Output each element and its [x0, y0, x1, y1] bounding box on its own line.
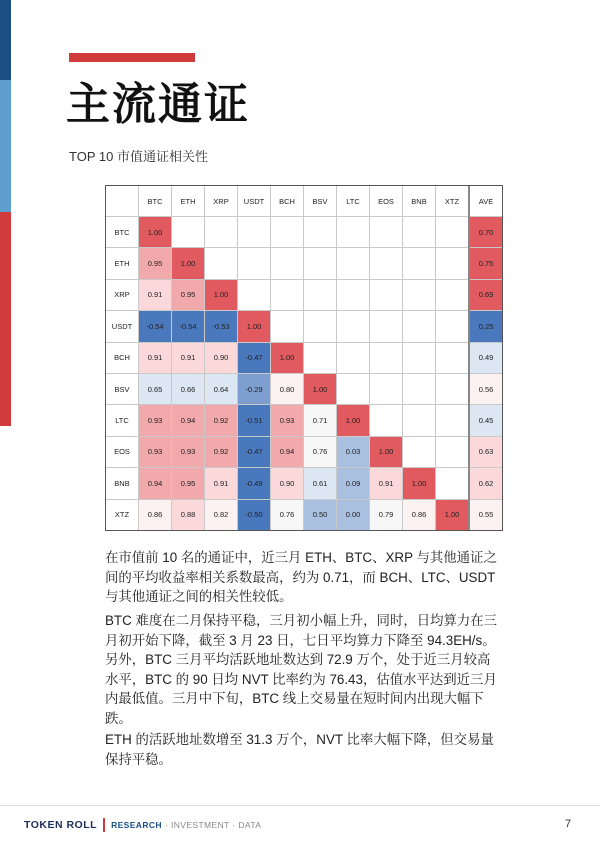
matrix-cell: 1.00 — [337, 405, 370, 436]
matrix-cell — [436, 342, 470, 373]
matrix-row-bnb — [106, 468, 503, 499]
title-accent-bar — [69, 53, 195, 62]
matrix-cell — [436, 373, 470, 404]
paragraph-2-text: BTC 难度在二月保持平稳，三月初小幅上升，同时，日均算力在三月初开始下降，截至 3 月 23 日，七日平均算力下降至 94.3EH/s。另外，BTC 三月平均活跃地址数达到 72.9 万个，处于近三月较高水平，BTC 的 90 日均 NVT 比率约为 76.43，估值水平达到近三月内最低值。三月中下旬，BTC 线上交易量在短时间内出现大幅下跌。 — [105, 613, 498, 726]
matrix-corner-cell — [106, 186, 139, 217]
correlation-matrix — [105, 185, 503, 531]
matrix-cell: -0.29 — [238, 373, 271, 404]
matrix-row-btc — [106, 217, 503, 248]
row-header-eos: EOS — [106, 436, 139, 467]
matrix-cell — [271, 311, 304, 342]
matrix-cell: 1.00 — [238, 311, 271, 342]
side-accent-bar-dark — [0, 0, 11, 80]
matrix-row-usdt — [106, 311, 503, 342]
matrix-cell — [436, 468, 470, 499]
matrix-cell — [436, 405, 470, 436]
matrix-cell — [238, 279, 271, 310]
matrix-cell: 1.00 — [436, 499, 470, 530]
row-header-bnb: BNB — [106, 468, 139, 499]
matrix-cell: 0.86 — [403, 499, 436, 530]
row-header-bsv: BSV — [106, 373, 139, 404]
footer-research-tag: RESEARCH — [111, 820, 162, 830]
footer-separator — [103, 818, 105, 832]
matrix-cell — [271, 217, 304, 248]
matrix-cell: -0.47 — [238, 342, 271, 373]
matrix-cell — [370, 342, 403, 373]
matrix-cell — [403, 248, 436, 279]
matrix-cell: 0.90 — [205, 342, 238, 373]
paragraph-3-text: ETH 的活跃地址数增至 31.3 万个，NVT 比率大幅下降，但交易量保持平稳。 — [105, 732, 494, 767]
matrix-row-bch — [106, 342, 503, 373]
side-accent-bar-red — [0, 212, 11, 426]
matrix-cell — [370, 248, 403, 279]
matrix-ave-cell: 0.75 — [469, 248, 503, 279]
matrix-cell — [337, 248, 370, 279]
matrix-ave-cell: 0.69 — [469, 279, 503, 310]
matrix-cell — [370, 279, 403, 310]
matrix-cell — [403, 311, 436, 342]
matrix-row-bsv — [106, 373, 503, 404]
matrix-cell: -0.54 — [172, 311, 205, 342]
matrix-cell — [370, 405, 403, 436]
page-number: 7 — [565, 818, 572, 830]
row-header-usdt: USDT — [106, 311, 139, 342]
matrix-cell: 1.00 — [139, 217, 172, 248]
column-header-btc: BTC — [139, 186, 172, 217]
matrix-cell: 0.82 — [205, 499, 238, 530]
matrix-cell: 0.09 — [337, 468, 370, 499]
matrix-cell — [436, 248, 470, 279]
matrix-ave-cell: 0.49 — [469, 342, 503, 373]
matrix-cell: -0.47 — [238, 436, 271, 467]
matrix-cell: 0.95 — [172, 468, 205, 499]
row-header-ltc: LTC — [106, 405, 139, 436]
matrix-cell: 0.91 — [370, 468, 403, 499]
matrix-cell — [205, 217, 238, 248]
matrix-cell — [436, 279, 470, 310]
matrix-ave-cell: 0.56 — [469, 373, 503, 404]
matrix-cell: 0.93 — [139, 405, 172, 436]
matrix-cell: 1.00 — [271, 342, 304, 373]
matrix-cell — [337, 311, 370, 342]
matrix-cell — [238, 248, 271, 279]
paragraph-1 — [105, 548, 500, 607]
matrix-cell: 0.91 — [139, 279, 172, 310]
matrix-cell: 0.91 — [205, 468, 238, 499]
matrix-cell — [304, 248, 337, 279]
correlation-table — [105, 185, 503, 531]
matrix-cell — [304, 217, 337, 248]
matrix-ave-cell: 0.70 — [469, 217, 503, 248]
matrix-cell — [403, 405, 436, 436]
matrix-cell: 0.71 — [304, 405, 337, 436]
matrix-cell: 0.93 — [271, 405, 304, 436]
matrix-cell: 0.79 — [370, 499, 403, 530]
matrix-cell: 0.94 — [139, 468, 172, 499]
matrix-cell — [304, 342, 337, 373]
matrix-cell — [403, 217, 436, 248]
matrix-cell: 1.00 — [172, 248, 205, 279]
matrix-cell: -0.53 — [205, 311, 238, 342]
matrix-cell: -0.50 — [238, 499, 271, 530]
matrix-row-xtz — [106, 499, 503, 530]
matrix-cell: 0.90 — [271, 468, 304, 499]
matrix-cell: 0.88 — [172, 499, 205, 530]
matrix-cell: 0.76 — [304, 436, 337, 467]
column-header-ltc: LTC — [337, 186, 370, 217]
matrix-cell — [370, 311, 403, 342]
matrix-ave-cell: 0.62 — [469, 468, 503, 499]
matrix-cell: 1.00 — [304, 373, 337, 404]
matrix-cell — [337, 217, 370, 248]
matrix-cell: 0.95 — [172, 279, 205, 310]
page-title: 主流通证 — [66, 79, 250, 130]
matrix-ave-cell: 0.25 — [469, 311, 503, 342]
matrix-cell — [238, 217, 271, 248]
column-header-bsv: BSV — [304, 186, 337, 217]
column-header-usdt: USDT — [238, 186, 271, 217]
matrix-cell: 0.94 — [172, 405, 205, 436]
matrix-cell — [403, 436, 436, 467]
column-header-eth: ETH — [172, 186, 205, 217]
matrix-cell: 1.00 — [403, 468, 436, 499]
matrix-cell — [205, 248, 238, 279]
matrix-cell: 0.95 — [139, 248, 172, 279]
matrix-row-ltc — [106, 405, 503, 436]
column-header-xtz: XTZ — [436, 186, 470, 217]
matrix-cell: 0.80 — [271, 373, 304, 404]
section-subtitle: TOP 10 市值通证相关性 — [69, 149, 208, 164]
column-header-bnb: BNB — [403, 186, 436, 217]
matrix-cell: 0.65 — [139, 373, 172, 404]
matrix-cell — [271, 279, 304, 310]
matrix-ave-cell: 0.55 — [469, 499, 503, 530]
matrix-cell — [304, 279, 337, 310]
matrix-cell — [436, 436, 470, 467]
matrix-cell — [337, 342, 370, 373]
matrix-cell — [172, 217, 205, 248]
matrix-ave-cell: 0.45 — [469, 405, 503, 436]
matrix-cell: 0.76 — [271, 499, 304, 530]
matrix-cell — [436, 311, 470, 342]
column-header-xrp: XRP — [205, 186, 238, 217]
row-header-eth: ETH — [106, 248, 139, 279]
matrix-cell: 0.64 — [205, 373, 238, 404]
matrix-cell — [337, 373, 370, 404]
matrix-cell: 0.86 — [139, 499, 172, 530]
matrix-cell: 0.03 — [337, 436, 370, 467]
matrix-row-eth — [106, 248, 503, 279]
matrix-cell: 1.00 — [370, 436, 403, 467]
matrix-cell: 1.00 — [205, 279, 238, 310]
matrix-cell — [403, 279, 436, 310]
matrix-cell — [370, 217, 403, 248]
matrix-cell: 0.92 — [205, 436, 238, 467]
footer — [24, 818, 261, 832]
matrix-cell — [436, 217, 470, 248]
side-accent-bar-blue — [0, 80, 11, 212]
matrix-cell: 0.91 — [172, 342, 205, 373]
footer-brand: TOKEN ROLL — [24, 819, 98, 831]
matrix-cell: 0.66 — [172, 373, 205, 404]
matrix-cell — [337, 279, 370, 310]
paragraph-1-text: 在市值前 10 名的通证中，近三月 ETH、BTC、XRP 与其他通证之间的平均收益率相关系数最高，约为 0.71，而 BCH、LTC、USDT 与其他通证之间的相关性较低。 — [105, 550, 497, 605]
matrix-cell: 0.93 — [139, 436, 172, 467]
footer-divider — [0, 805, 600, 806]
matrix-row-xrp — [106, 279, 503, 310]
matrix-cell: 0.91 — [139, 342, 172, 373]
matrix-cell: 0.00 — [337, 499, 370, 530]
matrix-cell: 0.61 — [304, 468, 337, 499]
row-header-btc: BTC — [106, 217, 139, 248]
matrix-cell — [403, 342, 436, 373]
matrix-cell: -0.54 — [139, 311, 172, 342]
matrix-cell: -0.49 — [238, 468, 271, 499]
matrix-cell: 0.92 — [205, 405, 238, 436]
row-header-bch: BCH — [106, 342, 139, 373]
matrix-row-eos — [106, 436, 503, 467]
footer-tags: · INVESTMENT · DATA — [164, 820, 262, 830]
matrix-cell — [271, 248, 304, 279]
matrix-cell — [370, 373, 403, 404]
column-header-eos: EOS — [370, 186, 403, 217]
matrix-cell: 0.50 — [304, 499, 337, 530]
row-header-xrp: XRP — [106, 279, 139, 310]
matrix-cell: -0.51 — [238, 405, 271, 436]
matrix-cell: 0.94 — [271, 436, 304, 467]
matrix-cell — [304, 311, 337, 342]
column-header-bch: BCH — [271, 186, 304, 217]
column-header-ave: AVE — [469, 186, 503, 217]
matrix-ave-cell: 0.63 — [469, 436, 503, 467]
paragraph-2 — [105, 611, 500, 729]
matrix-cell — [403, 373, 436, 404]
matrix-cell: 0.93 — [172, 436, 205, 467]
paragraph-3 — [105, 730, 500, 769]
row-header-xtz: XTZ — [106, 499, 139, 530]
